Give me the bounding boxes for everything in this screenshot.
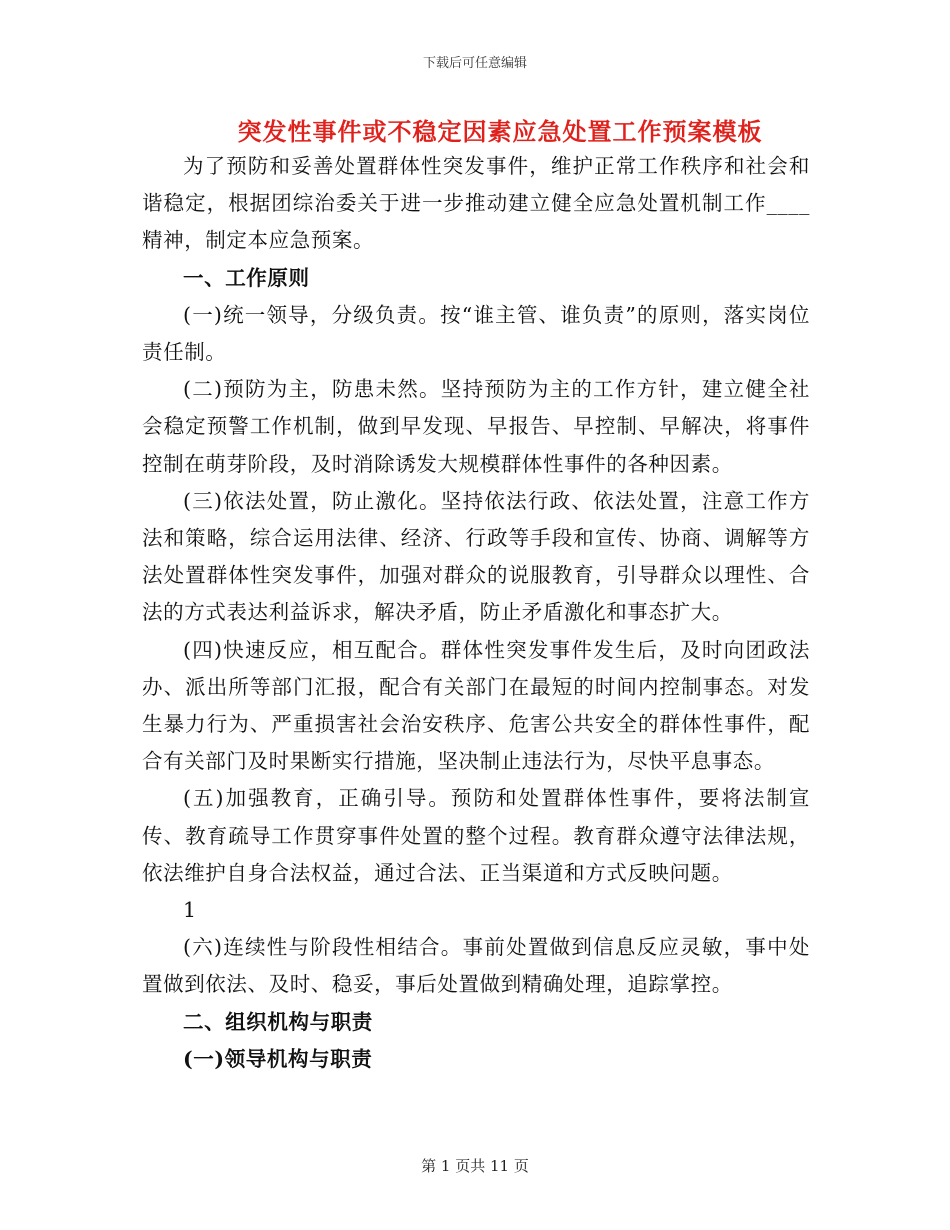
- section-heading-principles: 一、工作原则: [183, 265, 310, 290]
- principle-2-paragraph: (二)预防为主，防患未然。坚持预防为主的工作方针，建立健全社会稳定预警工作机制，做到早发现、早报告、早控制、早解决，将事件控制在萌芽阶段，及时消除诱发大规模群体性事件的各种因素。: [142, 377, 810, 476]
- document-title: 突发性事件或不稳定因素应急处置工作预案模板: [237, 117, 763, 146]
- inline-page-number: 1: [183, 898, 197, 923]
- principle-5-paragraph: (五)加强教育，正确引导。预防和处置群体性事件，要将法制宣传、教育疏导工作贯穿事件处置的整个过程。教育群众遵守法律法规，依法维护自身合法权益，通过合法、正当渠道和方式反映问题。: [142, 786, 810, 885]
- principle-6-paragraph: (六)连续性与阶段性相结合。事前处置做到信息反应灵敏，事中处置做到依法、及时、稳妥，事后处置做到精确处理，追踪掌控。: [142, 935, 810, 997]
- document-body: [142, 148, 810, 1078]
- header-note: 下载后可任意编辑: [422, 56, 527, 71]
- section-heading-organization: 二、组织机构与职责: [183, 1009, 373, 1034]
- principle-1-paragraph: (一)统一领导，分级负责。按“谁主管、谁负责”的原则，落实岗位责任制。: [142, 302, 810, 365]
- principle-3-paragraph: (三)依法处置，防止激化。坚持依法行政、依法处置，注意工作方法和策略，综合运用法律、经济、行政等手段和宣传、协商、调解等方法处置群体性突发事件，加强对群众的说服教育，引导群众以理性、合法的方式表达利益诉求，解决矛盾，防止矛盾激化和事态扩大。: [142, 488, 810, 625]
- intro-paragraph: 为了预防和妥善处置群体性突发事件，维护正常工作秩序和社会和谐稳定，根据团综治委关于进一步推动建立健全应急处置机制工作____精神，制定本应急预案。: [142, 154, 810, 253]
- subsection-heading-leadership: (一)领导机构与职责: [183, 1046, 373, 1071]
- page-footer: 第 1 页共 11 页: [421, 1157, 529, 1175]
- principle-4-paragraph: (四)快速反应，相互配合。群体性突发事件发生后，及时向团政法办、派出所等部门汇报，配合有关部门在最短的时间内控制事态。对发生暴力行为、严重损害社会治安秩序、危害公共安全的群体性事件，配合有关部门及时果断实行措施，坚决制止违法行为，尽快平息事态。: [142, 637, 810, 774]
